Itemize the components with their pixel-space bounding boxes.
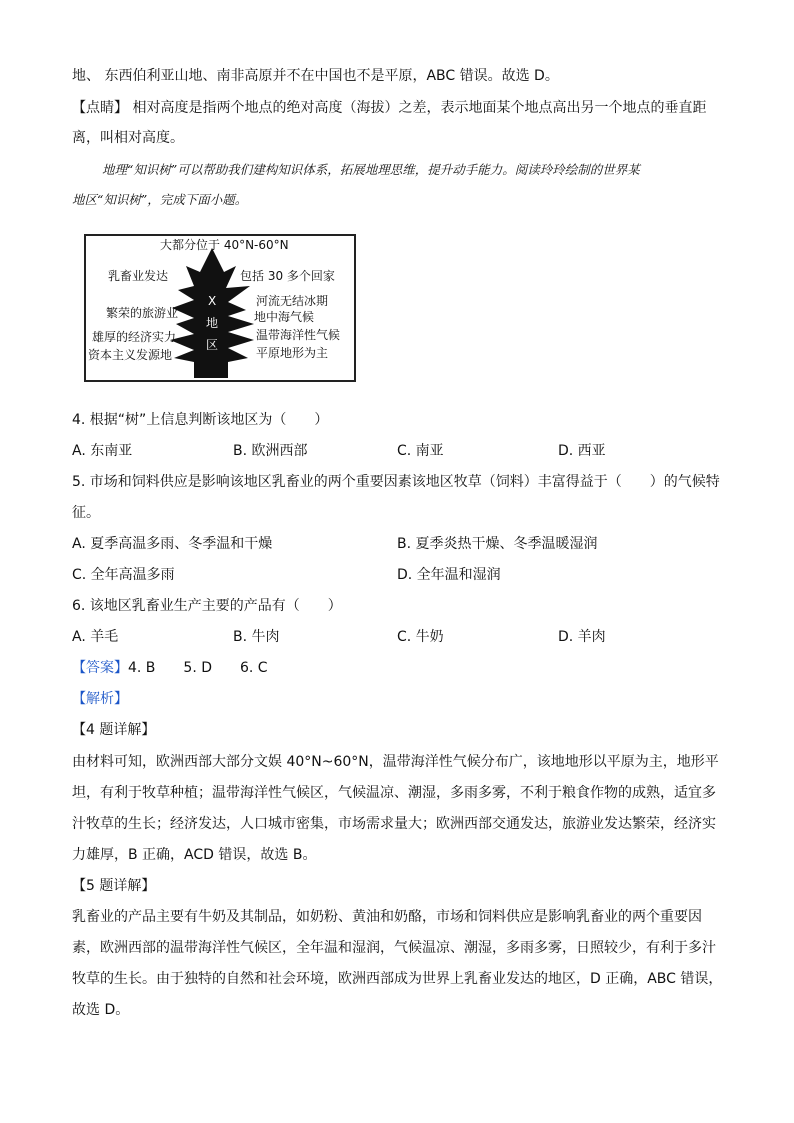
tip-tag: 【点睛】 xyxy=(72,100,128,116)
analysis-tag: 【解析】 xyxy=(72,691,128,707)
q4-option-d: D. 西亚 xyxy=(558,443,606,459)
answer-line xyxy=(72,658,268,678)
q4-detail-tag: 【4 题详解】 xyxy=(72,722,156,738)
q5-stem: 5. 市场和饲料供应是影响该地区乳畜业的两个重要因素该地区牧草（饲料）丰富得益于（ ）的气候特 xyxy=(72,474,720,490)
q4-stem: 4. 根据“树”上信息判断该地区为（ ） xyxy=(72,412,329,428)
tree-label-left: 繁荣的旅游业 xyxy=(106,306,179,320)
q6-option-c: C. 牛奶 xyxy=(397,629,444,645)
q5-detail-line: 素，欧洲西部的温带海洋性气候区，全年温和湿润，气候温凉、潮湿，多雨多雾，日照较少，有利于多汁 xyxy=(72,940,716,956)
tree-label-left: 资本主义发源地 xyxy=(88,348,173,362)
tree-label-right: 温带海洋性气候 xyxy=(256,328,341,342)
tree-label-right: 包括 30 多个回家 xyxy=(240,269,335,283)
q4-option-a: A. 东南亚 xyxy=(72,443,133,459)
tree-label-top: 大都分位于 40°N-60°N xyxy=(160,238,289,252)
q5-option-c: C. 全年高温多雨 xyxy=(72,567,175,583)
answer-values: 4. B 5. D 6. C xyxy=(128,660,268,676)
q4-detail-line: 坦，有利于牧草种植；温带海洋性气候区，气候温凉、潮湿，多雨多雾，不利于粮食作物的成熟，适宜多 xyxy=(72,785,716,801)
q5-detail-line: 故选 D。 xyxy=(72,1002,130,1018)
tree-label-right: 平原地形为主 xyxy=(256,346,329,360)
q5-option-a: A. 夏季高温多雨、冬季温和干燥 xyxy=(72,536,273,552)
q6-option-d: D. 羊肉 xyxy=(558,629,606,645)
tree-silhouette xyxy=(170,248,254,378)
material-line: 地理“知识树”可以帮助我们建构知识体系，拓展地理思维，提升动手能力。阅读玲玲绘制的世界某 xyxy=(102,162,640,177)
q6-option-a: A. 羊毛 xyxy=(72,629,119,645)
q5-detail-line: 乳畜业的产品主要有牛奶及其制品，如奶粉、黄油和奶酪，市场和饲料供应是影响乳畜业的两个重要因 xyxy=(72,909,702,925)
q5-option-b: B. 夏季炎热干燥、冬季温暖湿润 xyxy=(397,536,598,552)
q6-option-b: B. 牛肉 xyxy=(233,629,280,645)
trunk-char: X xyxy=(208,294,217,308)
tree-label-left: 乳畜业发达 xyxy=(108,269,169,283)
tip-text: 相对高度是指两个地点的绝对高度（海拔）之差，表示地面某个地点高出另一个地点的垂直距 xyxy=(132,100,707,116)
q4-option-c: C. 南亚 xyxy=(397,443,444,459)
tip-line-2: 离，叫相对高度。 xyxy=(72,130,184,146)
intro-line: 地、 东西伯利亚山地、南非高原并不在中国也不是平原，ABC 错误。故选 D。 xyxy=(72,68,559,84)
knowledge-tree-figure xyxy=(84,234,356,382)
trunk-char: 地 xyxy=(206,316,219,330)
q4-detail-line: 汁牧草的生长；经济发达，人口城市密集，市场需求量大；欧洲西部交通发达，旅游业发达繁荣，经济实 xyxy=(72,816,716,832)
q5-stem-2: 征。 xyxy=(72,505,100,521)
q5-detail-tag: 【5 题详解】 xyxy=(72,878,156,894)
tree-label-right: 河流无结冰期 xyxy=(256,294,329,308)
q4-option-b: B. 欧洲西部 xyxy=(233,443,308,459)
answer-tag: 【答案】 xyxy=(72,660,128,676)
q6-stem: 6. 该地区乳畜业生产主要的产品有（ ） xyxy=(72,598,342,614)
q5-detail-line: 牧草的生长。由于独特的自然和社会环境，欧洲西部成为世界上乳畜业发达的地区，D 正确，ABC 错误， xyxy=(72,971,723,987)
trunk-char: 区 xyxy=(206,338,219,352)
q5-option-d: D. 全年温和湿润 xyxy=(397,567,501,583)
tree-label-right: 地中海气候 xyxy=(254,310,315,324)
tip-line xyxy=(72,98,706,118)
material-line-2: 地区“知识树”，完成下面小题。 xyxy=(72,192,248,207)
q4-detail-line: 力雄厚，B 正确，ACD 错误，故选 B。 xyxy=(72,847,317,863)
q4-detail-line: 由材料可知，欧洲西部大部分文娱 40°N~60°N，温带海洋性气候分布广，该地地形以平原为主，地形平 xyxy=(72,754,719,770)
tree-label-left: 雄厚的经济实力 xyxy=(92,330,177,344)
